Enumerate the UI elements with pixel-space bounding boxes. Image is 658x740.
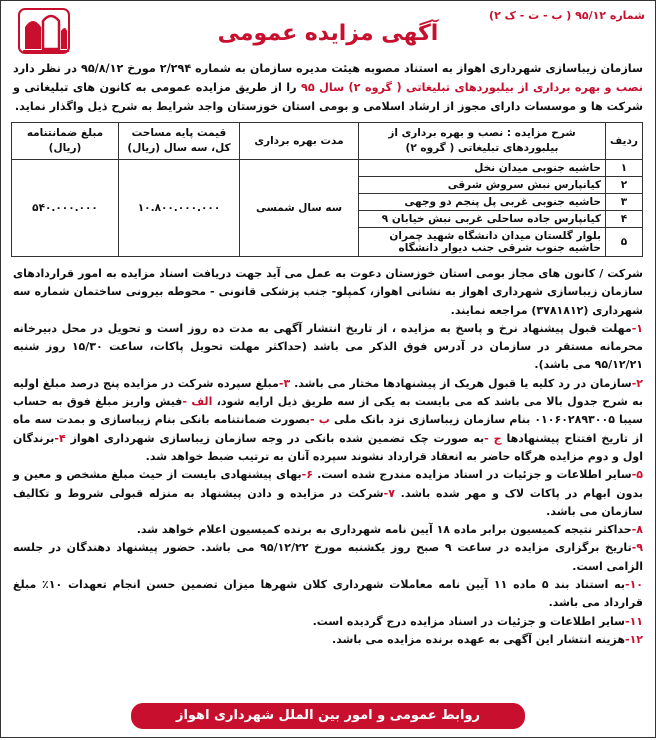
header-description: شرح مزایده : نصب و بهره برداری از بیلبوردهای تبلیغاتی ( گروه ۲) <box>359 123 606 160</box>
option-marker: ج - <box>484 431 502 445</box>
clause-text: شرکت در مزایده و دادن پیشنهاد به منزله قبولی شروط و تکالیف سازمان می باشد. <box>13 486 643 518</box>
intro-part1: سازمان زیباسازی شهرداری اهواز به استناد مصوبه هیئت مدیره سازمان به شماره ۲/۲۹۴ مورخ ۹۵/۸/۱۲ در نظر دارد <box>13 62 643 75</box>
intro-subject: نصب و بهره برداری از بیلبوردهای تبلیغاتی ( گروه ۲) سال ۹۵ <box>301 81 644 94</box>
row-description: کیانپارس جاده ساحلی غربی نبش خیابان ۹ <box>359 211 606 228</box>
clause-number: ۱- <box>631 321 643 335</box>
notice-body <box>13 265 643 649</box>
intro-paragraph <box>13 59 643 116</box>
municipality-logo-icon <box>15 5 77 59</box>
clause-number: ۱۲- <box>624 632 643 646</box>
page-title: آگهی مزایده عمومی <box>217 21 439 46</box>
clause-number: ۷- <box>383 486 395 500</box>
clause-number: ۹- <box>631 541 643 555</box>
duration-cell: سه سال شمسی <box>240 160 359 257</box>
row-number: ۳ <box>606 194 643 211</box>
clause-text: بصورت ضمانتنامه بانکی بنام زیباسازی و بمدت سه ماه از تاریخ افتتاح پیشنهادها <box>13 413 643 445</box>
clause-10 <box>13 576 643 613</box>
clause-number: ۱۱- <box>624 614 643 628</box>
clause-text: مهلت قبول پیشنهاد نرخ و پاسخ به مزایده ، از تاریخ انتشار آگهی به مدت ده روز است و تحویل در محل دبیرخانه محرمانه مستقر در سازمان در آدرس فوق الذکر می باشد (حداکثر مهلت تحویل پاکات، ساعت ۱۵/۳۰ روز شنبه ۹۵/۱۲/۲۱ می باشد). <box>13 321 643 372</box>
header <box>1 1 655 59</box>
clause-text: به صورت چک تضمین شده بانکی در وجه سازمان زیباسازی شهرداری اهواز <box>70 431 485 445</box>
header-guarantee: مبلغ ضمانتنامه (ریال) <box>12 123 119 160</box>
issue-number: شماره ۹۵/۱۲ ( ب - ت - ک ۲) <box>489 9 645 22</box>
row-number: ۵ <box>606 228 643 257</box>
clause-text: فیش واریز مبلغ فوق به حساب سیبا ۰۱۰۶۰۲۸۹۳۰۰۵ بنام سازمان زیباسازی نزد بانک ملی <box>13 395 643 427</box>
clause-number: ۸- <box>631 523 643 537</box>
row-number: ۴ <box>606 211 643 228</box>
clause-1 <box>13 320 643 375</box>
items-table <box>11 122 643 257</box>
table-row <box>12 160 643 177</box>
clause-text: بهای پیشنهادی بایست از حیث مبلغ مشخص و معین و بدون ابهام در پاکات لاک و مهر شده باشد. <box>13 468 643 500</box>
header-duration: مدت بهره برداری <box>240 123 359 160</box>
row-description: حاشیه جنوبی میدان نخل <box>359 160 606 177</box>
row-number: ۱ <box>606 160 643 177</box>
clause-number: ۳- <box>278 376 291 390</box>
invitation-paragraph: شرکت / کانون های مجاز بومی استان خوزستان دعوت به عمل می آید جهت دریافت اسناد مزایده به امور قراردادهای سازمان زیباسازی شهرداری اهواز به نشانی اهواز، کمپلو- جنب پزشکی قانونی - محوطه بیرونی ساختمان شماره سه شهرداری (۳۷۸۱۸۱۲) مراجعه نمایند. <box>13 267 643 317</box>
option-marker: ب - <box>310 413 330 427</box>
clause-8 <box>13 521 643 539</box>
clause-text: سایر اطلاعات و جزئیات در اسناد مزایده درج گردیده است. <box>312 614 625 628</box>
clause-9 <box>13 539 643 576</box>
clause-text: سازمان در رد کلیه یا قبول هریک از پیشنهادها مختار می باشد. <box>294 376 632 390</box>
header-base-price: قیمت پایه مساحت کل، سه سال (ریال) <box>119 123 240 160</box>
clause-text: مبلغ سپرده شرکت در مزایده پنج درصد مبلغ اولیه به شرح جدول بالا می باشد که می بایست به یکی از سه طریق ذیل ارایه شود، <box>13 376 643 409</box>
clause-number: ۶- <box>301 468 313 482</box>
clause-text: حداکثر نتیجه کمیسیون برابر ماده ۱۸ آیین نامه شهرداری به برنده کمیسیون اعلام خواهد شد. <box>136 523 632 537</box>
clause-number: ۱۰- <box>624 578 643 592</box>
option-marker: الف - <box>182 395 213 409</box>
clause-text: سایر اطلاعات و جزئیات در اسناد مزایده مندرج شده است. <box>317 468 632 482</box>
row-description: کیانپارس نبش سروش شرقی <box>359 177 606 194</box>
row-description: بلوار گلستان میدان دانشگاه شهید چمران حاشیه جنوب شرقی جنب دیوار دانشگاه <box>359 228 606 257</box>
clause-2-3 <box>13 375 643 466</box>
clause-11 <box>13 613 643 631</box>
row-description: حاشیه جنوبی غربی پل پنجم دو وجهی <box>359 194 606 211</box>
clause-text: برندگان اول و دوم مزایده هرگاه حاضر به انعقاد قرارداد نشوند سپرده آنان به ترتیب ضبط خواهد شد. <box>13 431 643 463</box>
base-price-cell: ۱۰.۸۰۰.۰۰۰.۰۰۰ <box>119 160 240 257</box>
clause-text: تاریخ برگزاری مزایده در ساعت ۹ صبح روز یکشنبه مورخ ۹۵/۱۲/۲۲ می باشد. حضور پیشنهاد دهندگان در جلسه الزامی است. <box>13 541 643 573</box>
clause-5-6-7 <box>13 466 643 521</box>
intro-part3: را از طریق مزایده عمومی به کانون های تبلیغاتی و شرکت ها و موسسات دارای مجوز از ارشاد اسلامی و بومی استان خوزستان واجد شرایط به شرح ذیل واگذار نماید. <box>13 81 643 113</box>
clause-12 <box>13 631 643 649</box>
table-header-row <box>12 123 643 160</box>
footer-banner: روابط عمومی و امور بین الملل شهرداری اهواز <box>131 703 525 729</box>
clause-number: ۲- <box>631 376 643 390</box>
row-number: ۲ <box>606 177 643 194</box>
header-row-no: ردیف <box>606 123 643 160</box>
clause-number: ۴- <box>54 431 66 445</box>
clause-number: ۵- <box>631 468 643 482</box>
guarantee-cell: ۵۴۰.۰۰۰.۰۰۰ <box>12 160 119 257</box>
clause-text: به استناد بند ۵ ماده ۱۱ آیین نامه معاملات شهرداری کلان شهرها میزان تضمین حسن انجام تعهدات ۱۰٪ مبلغ قرارداد می باشد. <box>13 578 643 610</box>
clause-text: هزینه انتشار این آگهی به عهده برنده مزایده می باشد. <box>332 632 625 646</box>
